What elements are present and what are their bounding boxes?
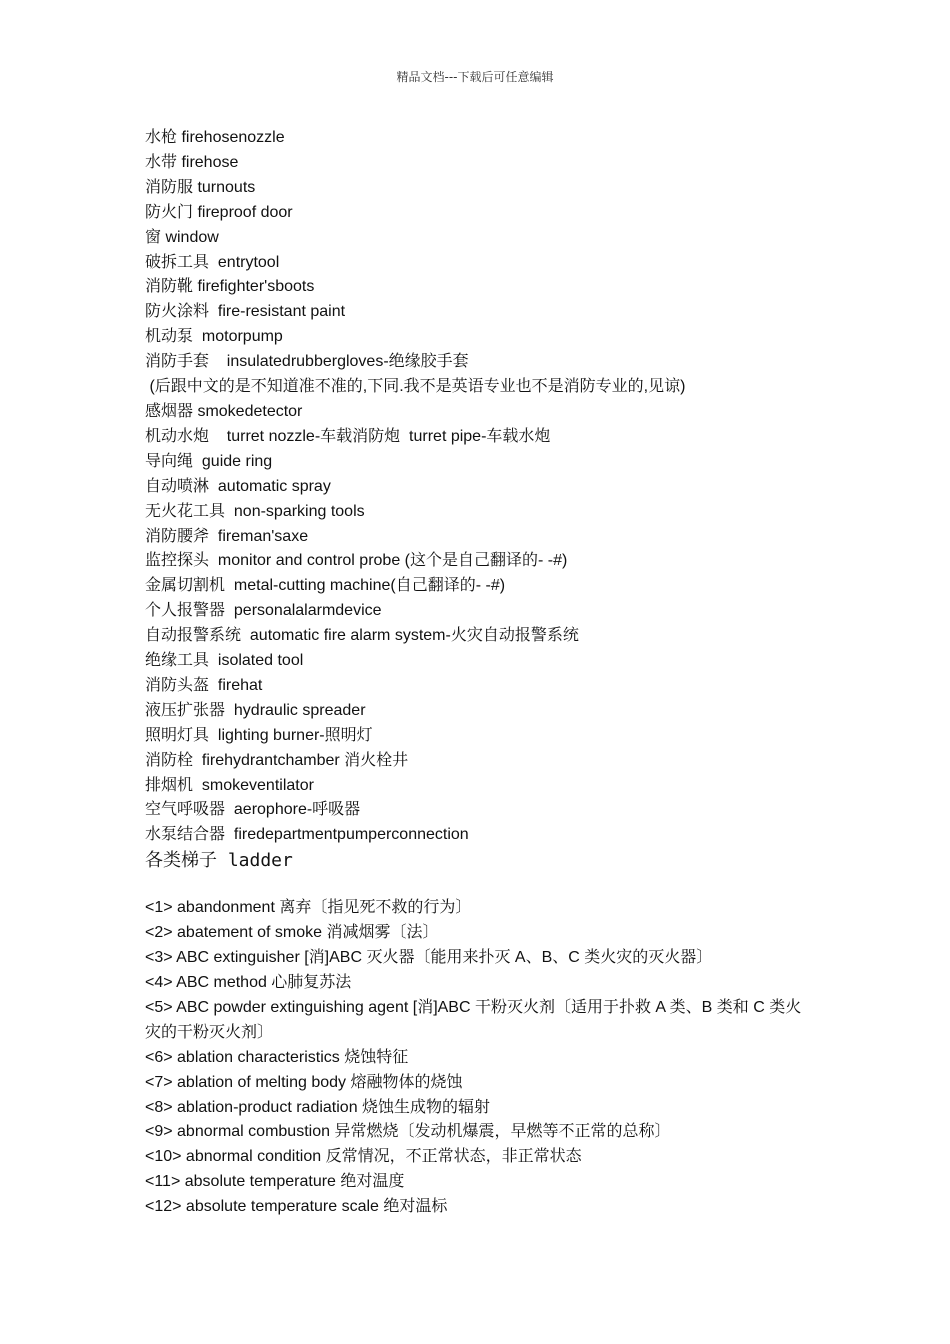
term-line: 消防腰斧 fireman'saxe <box>145 527 309 545</box>
term-line: 导向绳 guide ring <box>145 452 273 470</box>
term-line: 自动报警系统 automatic fire alarm system-火灾自动报警系统 <box>145 627 579 645</box>
term-line: 机动泵 motorpump <box>145 328 283 346</box>
term-line: 消防栓 firehydrantchamber 消火栓井 <box>145 751 409 769</box>
term-line: 水枪 firehosenozzle <box>145 129 285 146</box>
term-line: 消防靴 firefighter'sboots <box>145 278 315 296</box>
term-line: 感烟器 smokedetector <box>145 402 303 420</box>
term-line: 窗 window <box>145 228 219 246</box>
term-line: 液压扩张器 hydraulic spreader <box>145 701 366 719</box>
terms-list <box>145 126 805 848</box>
page-header: 精品文档---下载后可任意编辑 <box>396 70 554 84</box>
glossary-item: <11> absolute temperature 绝对温度 <box>145 1173 405 1191</box>
term-line: 消防服 turnouts <box>145 178 256 196</box>
glossary-item: <9> abnormal combustion 异常燃烧〔发动机爆震，早燃等不正常的总称〕 <box>145 1123 671 1141</box>
term-line: 无火花工具 non-sparking tools <box>145 502 365 520</box>
glossary-item: <4> ABC method 心肺复苏法 <box>145 974 352 991</box>
term-line: 监控探头 monitor and control probe (这个是自己翻译的- -#) <box>145 552 568 570</box>
glossary-item: <6> ablation characteristics 烧蚀特征 <box>145 1048 409 1066</box>
term-line: 排烟机 smokeventilator <box>145 776 314 794</box>
term-line: 金属切割机 metal-cutting machine(自己翻译的- -#) <box>145 577 506 595</box>
term-line: 照明灯具 lighting burner-照明灯 <box>145 726 373 744</box>
term-line: 空气呼吸器 aerophore-呼吸器 <box>145 801 361 819</box>
note-line: (后跟中文的是不知道准不准的,下同.我不是英语专业也不是消防专业的,见谅) <box>145 378 686 396</box>
term-line: 绝缘工具 isolated tool <box>145 652 304 670</box>
document-body <box>145 126 805 1220</box>
glossary-item: <10> abnormal condition 反常情况，不正常状态，非正常状态 <box>145 1148 582 1166</box>
glossary-item: <8> ablation-product radiation 烧蚀生成物的辐射 <box>145 1098 491 1116</box>
term-line: 自动喷淋 automatic spray <box>145 477 331 495</box>
term-line: 消防头盔 firehat <box>145 676 263 694</box>
section-heading: 各类梯子 ladder <box>145 850 293 872</box>
term-line: 水带 firehose <box>145 153 239 171</box>
glossary-item: <7> ablation of melting body 熔融物体的烧蚀 <box>145 1073 463 1091</box>
term-line: 防火门 fireproof door <box>145 203 293 221</box>
term-line: 防火涂料 fire-resistant paint <box>145 303 346 321</box>
term-line: 机动水炮 turret nozzle-车载消防炮 turret pipe-车载水炮 <box>145 427 551 445</box>
glossary-item: <12> absolute temperature scale 绝对温标 <box>145 1198 448 1216</box>
term-line: 消防手套 insulatedrubbergloves-绝缘胶手套 <box>145 353 469 371</box>
term-line: 破拆工具 entrytool <box>145 253 280 271</box>
glossary-item: <2> abatement of smoke 消减烟雾〔法〕 <box>145 924 439 942</box>
glossary-list <box>145 896 805 1220</box>
term-line: 个人报警器 personalalarmdevice <box>145 602 382 620</box>
glossary-item: <1> abandonment 离弃〔指见死不救的行为〕 <box>145 899 472 917</box>
term-line: 水泵结合器 firedepartmentpumperconnection <box>145 826 469 844</box>
glossary-item: <3> ABC extinguisher [消]ABC 灭火器〔能用来扑灭 A、B、C 类火灾的灭火器〕 <box>145 949 713 967</box>
glossary-item: <5> ABC powder extinguishing agent [消]ABC 干粉灭火剂〔适用于扑救 A 类、B 类和 C 类火灾的干粉灭火剂〕 <box>145 998 802 1041</box>
